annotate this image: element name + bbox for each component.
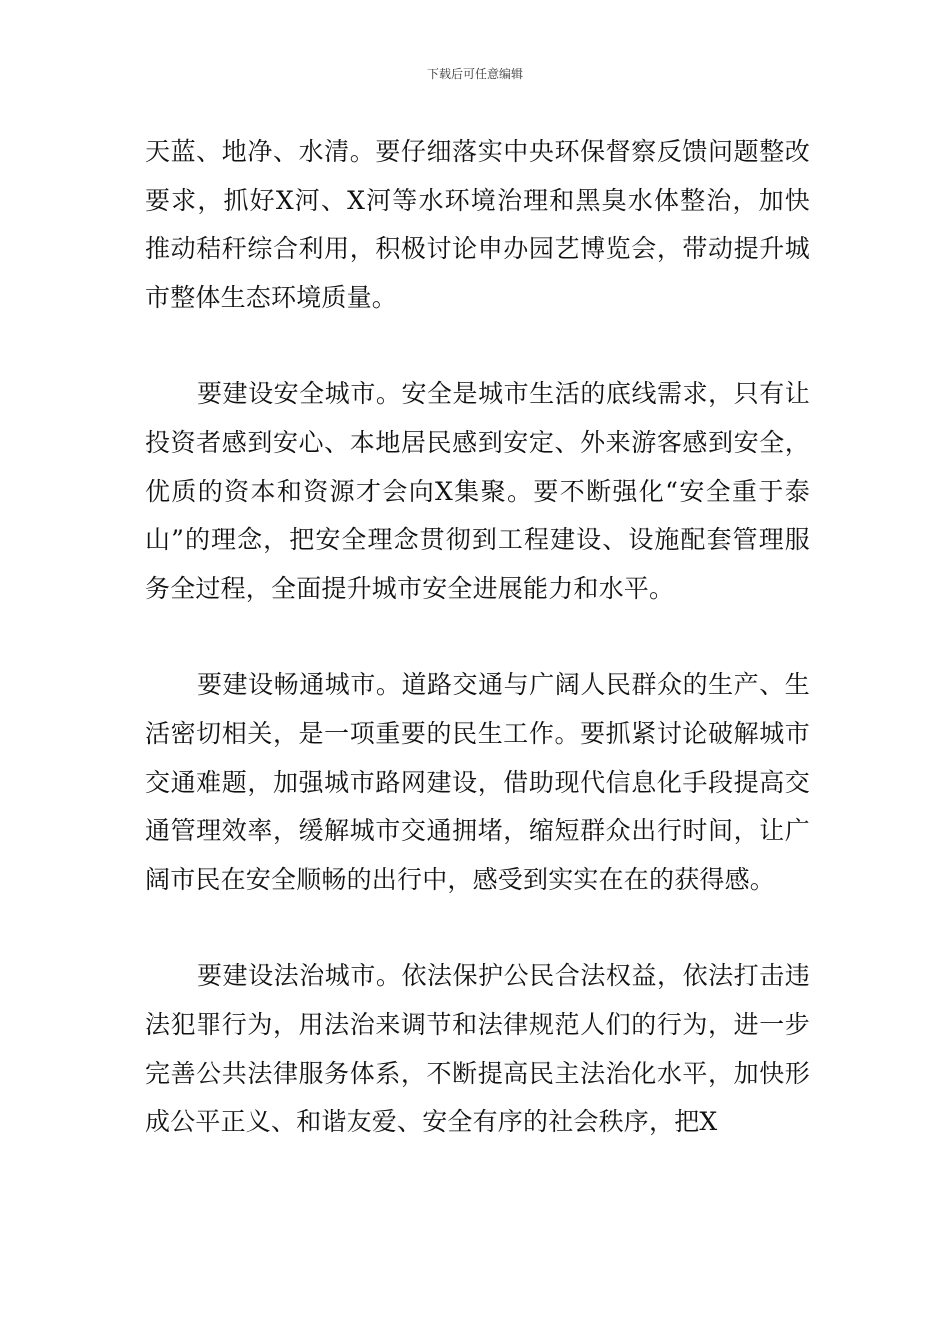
paragraph-safe-city: 要建设安全城市。安全是城市生活的底线需求，只有让投资者感到安心、本地居民感到安定、外来游客感到安全，优质的资本和资源才会向X集聚。要不断强化“安全重于泰山”的理念，把安全理念贯彻到工程建设、设施配套管理服务全过程，全面提升城市安全进展能力和水平。 — [145, 379, 810, 603]
header-note: 下载后可任意编辑 — [426, 67, 523, 81]
paragraph-smooth-traffic-city: 要建设畅通城市。道路交通与广阔人民群众的生产、生活密切相关，是一项重要的民生工作。要抓紧讨论破解城市交通难题，加强城市路网建设，借助现代信息化手段提高交通管理效率，缓解城市交通拥堵，缩短群众出行时间，让广阔市民在安全顺畅的出行中，感受到实实在在的获得感。 — [145, 670, 810, 894]
paragraph-rule-of-law-city: 要建设法治城市。依法保护公民合法权益，依法打击违法犯罪行为，用法治来调节和法律规范人们的行为，进一步完善公共法律服务体系，不断提高民主法治化水平，加快形成公平正义、和谐友爱、安全有序的社会秩序，把X — [145, 961, 810, 1137]
document-body — [145, 128, 810, 1147]
paragraph-ecology: 天蓝、地净、水清。要仔细落实中央环保督察反馈问题整改要求，抓好X河、X河等水环境治理和黑臭水体整治，加快推动秸秆综合利用，积极讨论申办园艺博览会，带动提升城市整体生态环境质量。 — [145, 137, 810, 312]
